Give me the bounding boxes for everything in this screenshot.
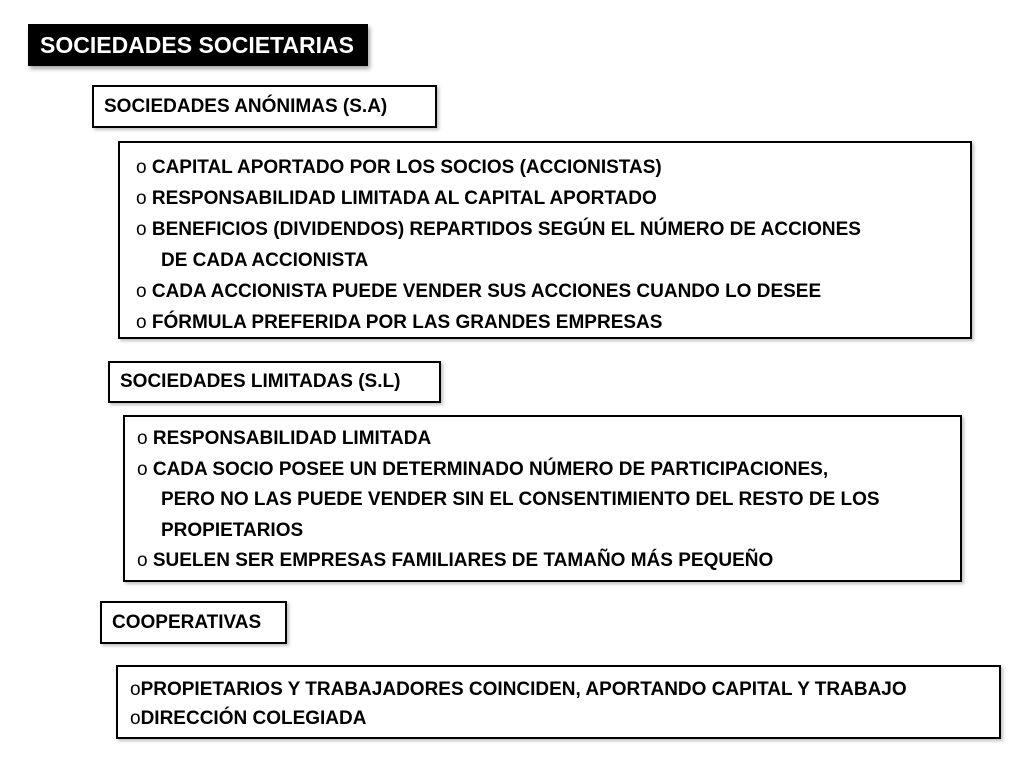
bullet-circle: o [136, 281, 147, 302]
bullet-circle: o [137, 428, 148, 449]
bullet-circle: o [130, 708, 141, 729]
list-item [130, 704, 999, 733]
heading-sociedades-anonimas [92, 85, 437, 128]
item-text-continued: DE CADA ACCIONISTA [161, 250, 369, 271]
slide-title: SOCIEDADES SOCIETARIAS [28, 24, 368, 66]
list-item [136, 276, 970, 307]
item-text: PROPIETARIOS Y TRABAJADORES COINCIDEN, APORTANDO CAPITAL Y TRABAJO [140, 679, 907, 700]
box-cooperativas [116, 665, 1001, 739]
item-text: CADA SOCIO POSEE UN DETERMINADO NÚMERO DE PARTICIPACIONES, [152, 458, 829, 480]
item-text: FÓRMULA PREFERIDA POR LAS GRANDES EMPRESAS [151, 312, 663, 333]
list-item [137, 546, 960, 577]
list-item [136, 183, 970, 214]
list-item [137, 455, 960, 547]
heading-label: COOPERATIVAS [112, 612, 262, 633]
item-text: RESPONSABILIDAD LIMITADA AL CAPITAL APORTADO [151, 188, 657, 209]
bullet-circle: o [137, 550, 148, 571]
bullet-circle: o [136, 188, 147, 209]
list-item [130, 675, 999, 704]
bullet-circle: o [130, 679, 141, 700]
item-text-continued: PROPIETARIOS [161, 519, 304, 541]
item-text: CADA ACCIONISTA PUEDE VENDER SUS ACCIONES CUANDO LO DESEE [151, 281, 822, 302]
item-text: BENEFICIOS (DIVIDENDOS) REPARTIDOS SEGÚN EL NÚMERO DE ACCIONES [151, 219, 861, 240]
list-item [136, 152, 970, 183]
list-item [136, 214, 970, 276]
list-item [137, 424, 960, 455]
item-text-continued: PERO NO LAS PUEDE VENDER SIN EL CONSENTIMIENTO DEL RESTO DE LOS [161, 489, 880, 510]
heading-sociedades-limitadas [108, 361, 441, 403]
item-text: CAPITAL APORTADO POR LOS SOCIOS (ACCIONISTAS) [151, 157, 662, 178]
item-text: DIRECCIÓN COLEGIADA [140, 708, 367, 729]
bullet-circle: o [136, 312, 147, 333]
heading-label: SOCIEDADES LIMITADAS (S.L) [120, 371, 401, 392]
bullet-circle: o [137, 458, 148, 480]
bullet-circle: o [136, 157, 147, 178]
list-item [136, 307, 970, 338]
item-text: SUELEN SER EMPRESAS FAMILIARES DE TAMAÑO MÁS PEQUEÑO [152, 550, 774, 571]
box-sociedades-anonimas [118, 141, 972, 339]
heading-label: SOCIEDADES ANÓNIMAS (S.A) [104, 96, 388, 117]
bullet-circle: o [136, 219, 147, 240]
heading-cooperativas [100, 601, 287, 644]
item-text: RESPONSABILIDAD LIMITADA [152, 428, 432, 449]
box-sociedades-limitadas [123, 415, 962, 582]
